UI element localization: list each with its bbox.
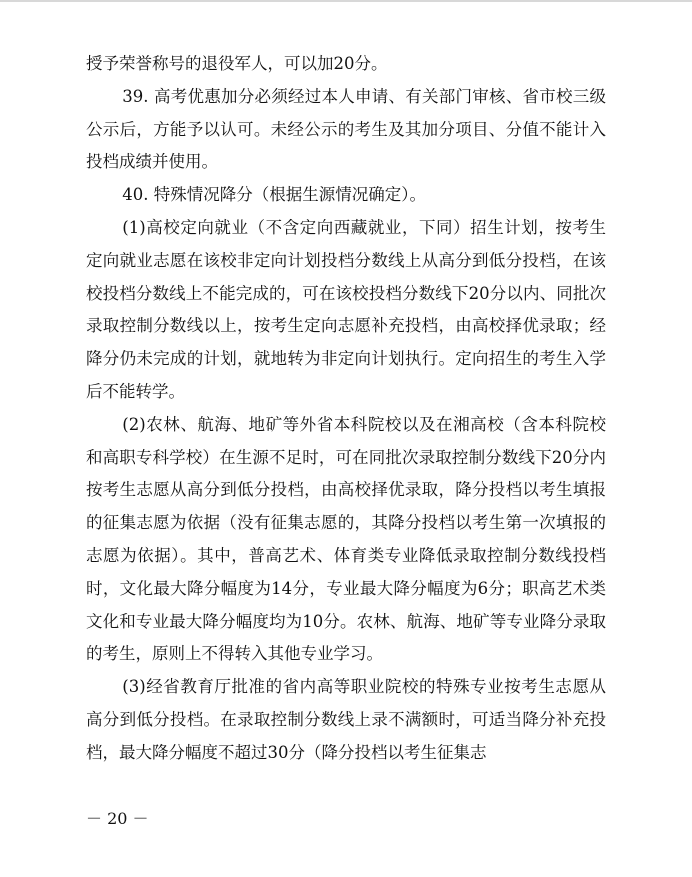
top-border: [0, 0, 692, 2]
page-number: － 20 －: [86, 809, 149, 828]
paragraph-40: 40. 特殊情况降分（根据生源情况确定）。: [122, 185, 427, 205]
paragraph-40-1: (1)高校定向就业（不含定向西藏就业，下同）招生计划，按考生定向就业志愿在该校非定向计划投档分数线上从高分到低分投档，在该校投档分数线上不能完成的，可在该校投档分数线下20分以内、同批次录取控制分数线以上，按考生定向志愿补充投档，由高校择优录取；经降分仍未完成的计划，就地转为非定向计划执行。定向招生的考生入学后不能转学。: [86, 217, 606, 401]
paragraph-40-2: (2)农林、航海、地矿等外省本科院校以及在湘高校（含本科院校和高职专科学校）在生源不足时，可在同批次录取控制分数线下20分内按考生志愿从高分到低分投档，由高校择优录取，降分投档以考生填报的征集志愿为依据（没有征集志愿的，其降分投档以考生第一次填报的志愿为依据）。其中，普高艺术、体育类专业降低录取控制分数线投档时，文化最大降分幅度为14分，专业最大降分幅度为6分；职高艺术类文化和专业最大降分幅度均为10分。农林、航海、地矿等专业降分录取的考生，原则上不得转入其他专业学习。: [86, 414, 606, 664]
paragraph-40-3: (3)经省教育厅批准的省内高等职业院校的特殊专业按考生志愿从高分到低分投档。在录取控制分数线上录不满额时，可适当降分补充投档，最大降分幅度不超过30分（降分投档以考生征集志: [86, 677, 606, 762]
document-body: [86, 48, 606, 770]
paragraph-39: 39. 高考优惠加分必须经过本人申请、有关部门审核、省市校三级公示后，方能予以认可。未经公示的考生及其加分项目、分值不能计入投档成绩并使用。: [86, 86, 606, 172]
paragraph-continuation: 授予荣誉称号的退役军人，可以加20分。: [86, 54, 388, 73]
